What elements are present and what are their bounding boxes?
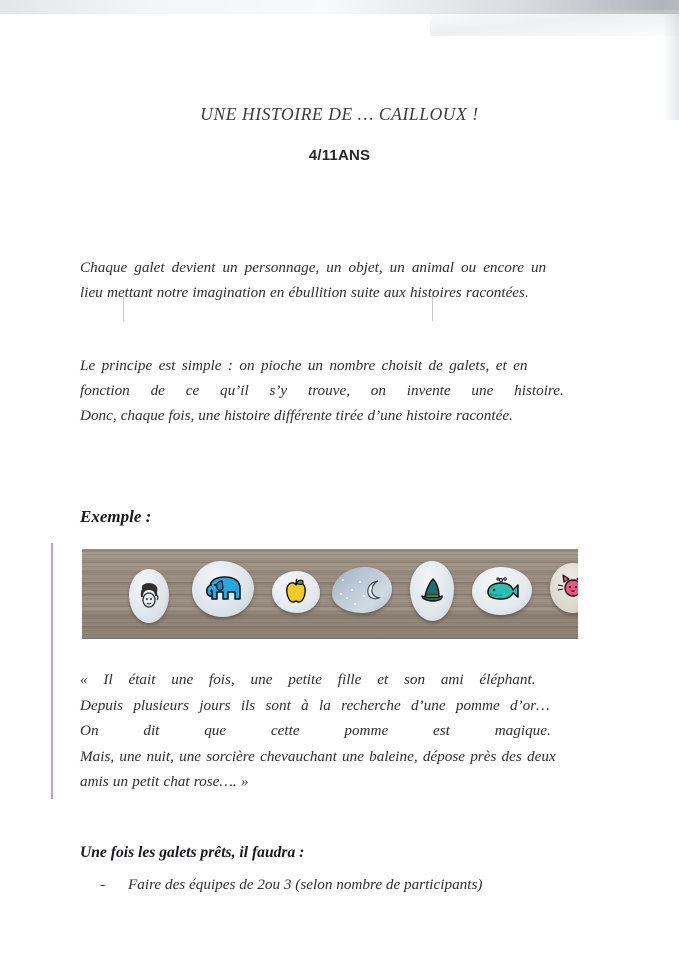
girl-face-stone xyxy=(129,569,169,623)
cat-face-stone xyxy=(550,563,578,613)
stone-speck xyxy=(342,579,344,581)
stone-speck xyxy=(363,595,365,597)
crescent-moon-icon xyxy=(332,567,392,613)
painted-stones-photo xyxy=(82,549,578,639)
girl-face-icon xyxy=(129,569,169,623)
age-range-subtitle: 4/11ANS xyxy=(308,147,371,164)
stone-speck xyxy=(346,597,348,599)
witch-hat-stone xyxy=(410,561,454,621)
whale-stone xyxy=(472,567,532,615)
apple-stone xyxy=(272,571,320,613)
elephant-stone xyxy=(192,561,254,617)
stone-speck xyxy=(351,589,353,591)
whale-icon xyxy=(472,567,532,615)
stone-speck xyxy=(340,593,342,595)
witch-hat-icon xyxy=(410,561,454,621)
cat-face-icon xyxy=(550,563,578,613)
intro-line-1: Chaque galet devient un personnage, un objet, un animal ou encore un xyxy=(80,259,547,276)
principe-line-2: fonction de ce qu’il s’y trouve, on invente une histoire. xyxy=(80,382,564,399)
scan-shadow-top-right xyxy=(430,10,679,36)
pink-margin-line xyxy=(51,543,53,799)
scan-shadow-top xyxy=(0,0,679,14)
principe-line-3: Donc, chaque fois, une histoire différente tirée d’une histoire racontée. xyxy=(80,407,513,424)
elephant-icon xyxy=(192,561,254,617)
quote-line-4: Mais, une nuit, une sorcière chevauchant une baleine, dépose près des deux xyxy=(80,747,556,765)
principe-paragraph xyxy=(80,353,603,428)
principe-line-1: Le principe est simple : on pioche un nombre choisit de galets, et en xyxy=(80,357,528,374)
quote-line-1: « Il était une fois, une petite fille et son ami éléphant. xyxy=(80,671,536,688)
quote-line-5: amis un petit chat rose…. » xyxy=(80,773,249,790)
quote-line-2: Depuis plusieurs jours ils sont à la recherche d’une pomme d’or… xyxy=(80,696,550,714)
stone-speck xyxy=(359,581,361,583)
stone-speck xyxy=(370,587,372,589)
bullet-marker: - xyxy=(100,876,106,893)
bullet-text: Faire des équipes de 2ou 3 (selon nombre de participants) xyxy=(128,876,483,893)
instructions-heading: Une fois les galets prêts, il faudra : xyxy=(80,844,305,861)
page-title: UNE HISTOIRE DE … CAILLOUX ! xyxy=(200,104,479,124)
intro-paragraph xyxy=(80,255,603,305)
example-heading: Exemple : xyxy=(80,507,152,526)
list-item xyxy=(100,876,600,894)
stone-speck xyxy=(354,603,356,605)
quote-line-3: On dit que cette pomme est magique. xyxy=(80,722,551,739)
intro-line-2: lieu mettant notre imagination en ébullition suite aux histoires racontées. xyxy=(80,284,529,301)
apple-icon xyxy=(272,571,320,613)
scan-shadow-right-edge xyxy=(663,0,679,120)
night-moon-stone xyxy=(332,567,392,613)
story-quote xyxy=(80,667,603,795)
